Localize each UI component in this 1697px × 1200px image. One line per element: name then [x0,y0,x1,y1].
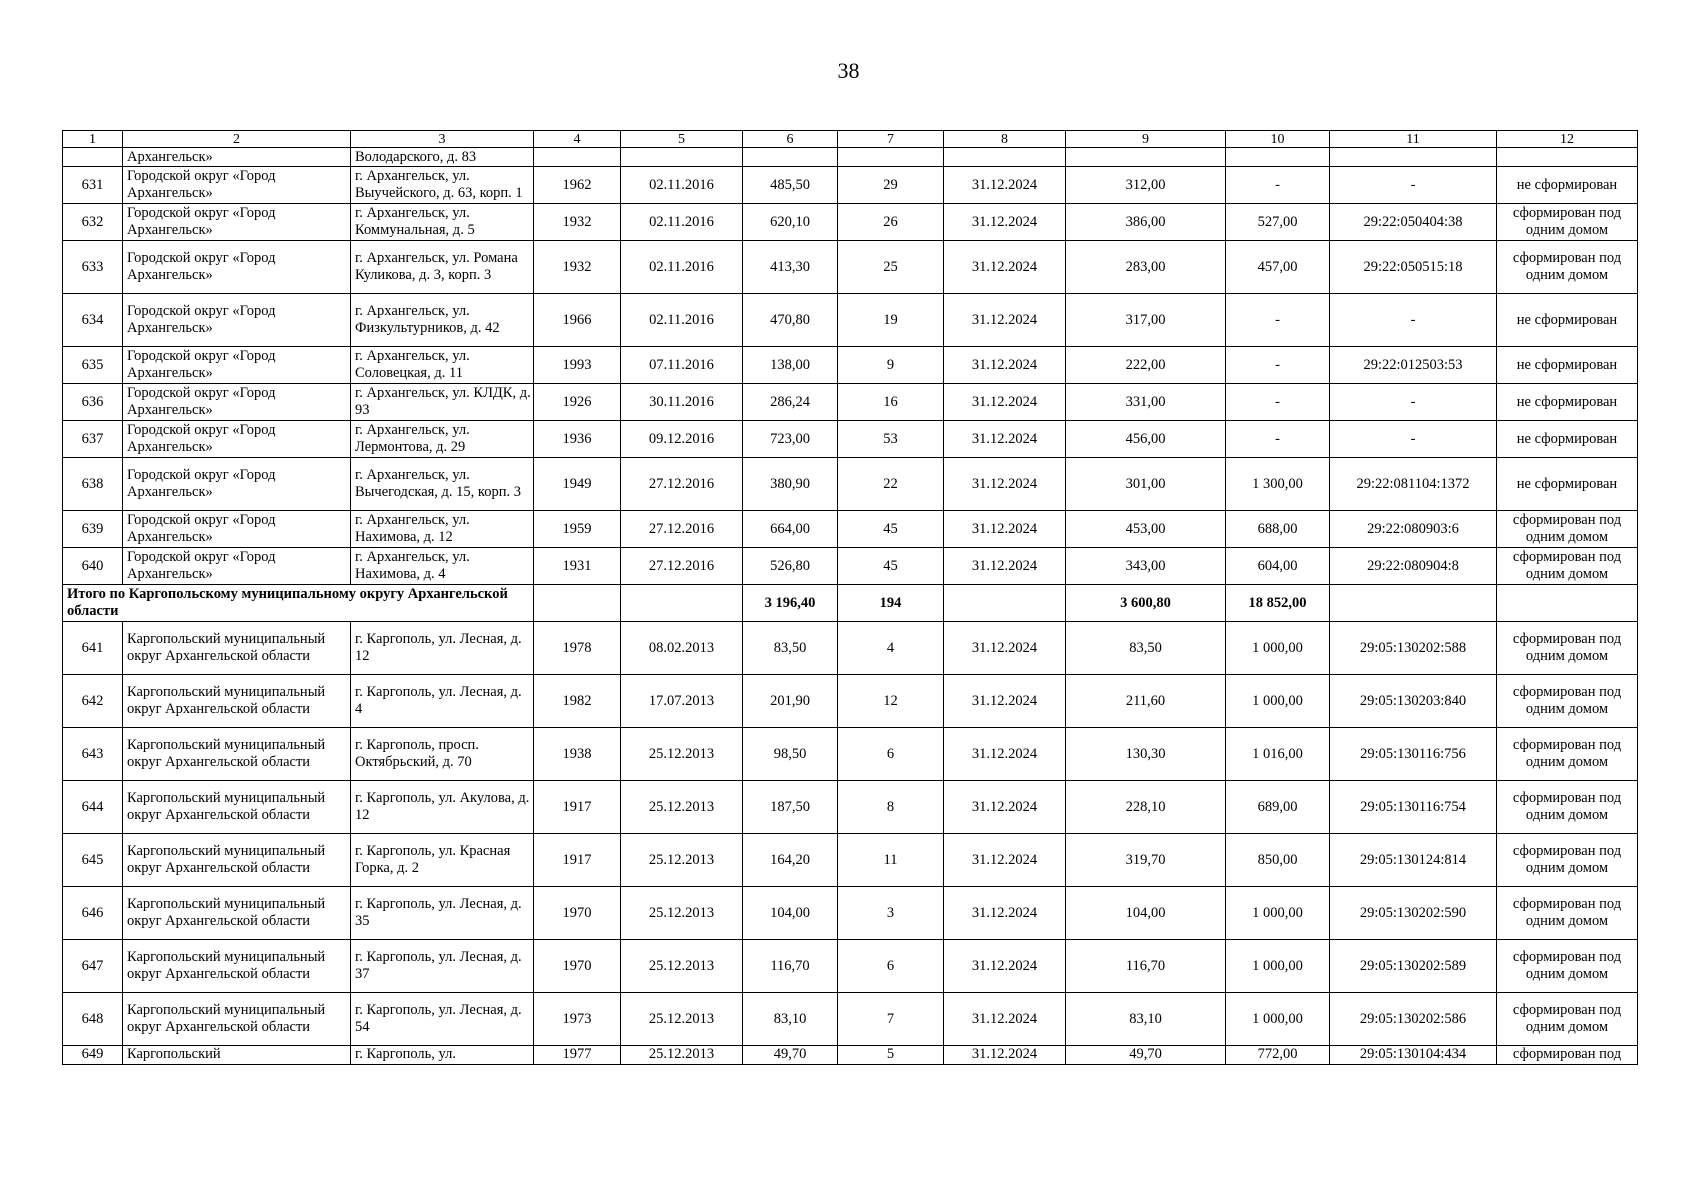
table-row [63,1046,1638,1065]
cell-number: 634 [63,294,123,347]
cell-residents: 8 [838,781,944,834]
cell-number: 643 [63,728,123,781]
cell-land-area: 1 000,00 [1226,887,1330,940]
cell-cadastral-number: 29:05:130202:588 [1330,622,1497,675]
cell-land-status: сформирован под одним домом [1497,940,1638,993]
cell-municipality: Архангельск» [123,148,351,167]
cell-area: 286,24 [743,384,838,421]
cell-year: 1966 [534,294,621,347]
cell-land-status: сформирован под [1497,1046,1638,1065]
cell-deadline: 31.12.2024 [944,421,1066,458]
cell-date: 02.11.2016 [621,241,743,294]
cell-living-area: 317,00 [1066,294,1226,347]
column-number: 7 [838,131,944,148]
cell-number: 632 [63,204,123,241]
table-row [63,167,1638,204]
cell-area: 164,20 [743,834,838,887]
column-number: 2 [123,131,351,148]
table-row [63,940,1638,993]
table-row [63,993,1638,1046]
cell-land-area: 1 000,00 [1226,993,1330,1046]
cell-area: 485,50 [743,167,838,204]
cell-deadline: 31.12.2024 [944,548,1066,585]
cell-date: 27.12.2016 [621,548,743,585]
cell-municipality: Каргопольский муниципальный округ Архангельской области [123,887,351,940]
cell-deadline: 31.12.2024 [944,294,1066,347]
cell-date: 25.12.2013 [621,940,743,993]
table-row [63,384,1638,421]
cell-address: Володарского, д. 83 [351,148,534,167]
cell-land-status: сформирован под одним домом [1497,675,1638,728]
cell-land-area: - [1226,421,1330,458]
cell-date: 02.11.2016 [621,294,743,347]
cell-land-area: 772,00 [1226,1046,1330,1065]
cell-number: 639 [63,511,123,548]
column-number: 3 [351,131,534,148]
cell-address: г. Архангельск, ул. Физкультурников, д. 42 [351,294,534,347]
cell-number: 636 [63,384,123,421]
cell-area: 380,90 [743,458,838,511]
cell-land-area: 688,00 [1226,511,1330,548]
cell-residents: 4 [838,622,944,675]
cell-address: г. Каргополь, ул. Акулова, д. 12 [351,781,534,834]
cell-municipality: Каргопольский муниципальный округ Архангельской области [123,834,351,887]
cell-date: 02.11.2016 [621,204,743,241]
cell-living-area: 83,50 [1066,622,1226,675]
cell-number: 645 [63,834,123,887]
column-number: 12 [1497,131,1638,148]
cell-date: 27.12.2016 [621,511,743,548]
cell-date: 27.12.2016 [621,458,743,511]
cell-land-area: 1 016,00 [1226,728,1330,781]
cell-municipality: Каргопольский муниципальный округ Архангельской области [123,675,351,728]
cell-address: г. Каргополь, ул. [351,1046,534,1065]
cell-number: 644 [63,781,123,834]
cell-residents: 9 [838,347,944,384]
cell-address: г. Архангельск, ул. Коммунальная, д. 5 [351,204,534,241]
cell-area: 664,00 [743,511,838,548]
cell-year: 1973 [534,993,621,1046]
cell-land-status: сформирован под одним домом [1497,548,1638,585]
cell-address: г. Архангельск, ул. КЛДК, д. 93 [351,384,534,421]
cell-residents: 11 [838,834,944,887]
cell-cadastral-number: 29:22:080904:8 [1330,548,1497,585]
cell-municipality: Каргопольский муниципальный округ Архангельской области [123,993,351,1046]
cell-municipality: Каргопольский [123,1046,351,1065]
column-number: 4 [534,131,621,148]
cell-land-status: сформирован под одним домом [1497,887,1638,940]
cell-year: 1962 [534,167,621,204]
cell-cadastral-number: 29:22:080903:6 [1330,511,1497,548]
cell-address: г. Каргополь, ул. Лесная, д. 35 [351,887,534,940]
cell-municipality: Каргопольский муниципальный округ Архангельской области [123,940,351,993]
cell-municipality: Городской округ «Город Архангельск» [123,548,351,585]
cell-cadastral-number: 29:05:130116:756 [1330,728,1497,781]
cell-municipality: Городской округ «Город Архангельск» [123,458,351,511]
cell-year: 1932 [534,204,621,241]
cell-number: 642 [63,675,123,728]
cell-land-status: сформирован под одним домом [1497,622,1638,675]
cell-year: 1959 [534,511,621,548]
cell-living-area: 104,00 [1066,887,1226,940]
cell-area: 83,50 [743,622,838,675]
housing-registry-table [62,130,1638,1065]
cell-municipality: Городской округ «Город Архангельск» [123,167,351,204]
cell-date: 17.07.2013 [621,675,743,728]
cell-land-area: 1 000,00 [1226,622,1330,675]
table-body [63,131,1638,1065]
cell-address: г. Каргополь, просп. Октябрьский, д. 70 [351,728,534,781]
table-row [63,887,1638,940]
cell-empty [1330,585,1497,622]
cell-deadline: 31.12.2024 [944,622,1066,675]
cell-address: г. Каргополь, ул. Красная Горка, д. 2 [351,834,534,887]
cell-cadastral-number: 29:05:130116:754 [1330,781,1497,834]
cell-land-area: - [1226,294,1330,347]
cell-deadline: 31.12.2024 [944,167,1066,204]
cell-cadastral-number: - [1330,384,1497,421]
cell-year: 1970 [534,940,621,993]
cell-residents: 16 [838,384,944,421]
cell-number: 638 [63,458,123,511]
cell-date: 25.12.2013 [621,728,743,781]
cell-cadastral-number: - [1330,421,1497,458]
cell-land-status: сформирован под одним домом [1497,834,1638,887]
cell-municipality: Городской округ «Город Архангельск» [123,204,351,241]
cell-year: 1917 [534,834,621,887]
table-row [63,241,1638,294]
column-number: 5 [621,131,743,148]
cell-cadastral-number: 29:05:130104:434 [1330,1046,1497,1065]
subtotal-row [63,585,1638,622]
cell-residents: 6 [838,728,944,781]
cell-deadline: 31.12.2024 [944,1046,1066,1065]
carry-over-row [63,148,1638,167]
cell-area: 470,80 [743,294,838,347]
cell-land-status: сформирован под одним домом [1497,781,1638,834]
cell-area: 83,10 [743,993,838,1046]
cell-empty [944,585,1066,622]
cell-residents: 6 [838,940,944,993]
cell-date: 25.12.2013 [621,993,743,1046]
cell-address: г. Архангельск, ул. Лермонтова, д. 29 [351,421,534,458]
cell-date: 07.11.2016 [621,347,743,384]
cell-land-status: не сформирован [1497,294,1638,347]
cell-cadastral-number: 29:22:012503:53 [1330,347,1497,384]
cell-area: 98,50 [743,728,838,781]
cell-area: 526,80 [743,548,838,585]
cell-date: 25.12.2013 [621,1046,743,1065]
cell-land-area: 1 300,00 [1226,458,1330,511]
cell-residents: 5 [838,1046,944,1065]
cell-living-area: 319,70 [1066,834,1226,887]
column-numbers-row [63,131,1638,148]
cell-land-status: не сформирован [1497,421,1638,458]
table-row [63,204,1638,241]
cell-residents: 29 [838,167,944,204]
cell-area: 116,70 [743,940,838,993]
cell-deadline: 31.12.2024 [944,241,1066,294]
cell-deadline: 31.12.2024 [944,675,1066,728]
cell-number: 641 [63,622,123,675]
column-number: 1 [63,131,123,148]
cell-deadline: 31.12.2024 [944,781,1066,834]
cell-number: 637 [63,421,123,458]
cell-deadline: 31.12.2024 [944,940,1066,993]
cell-year: 1970 [534,887,621,940]
cell-area: 413,30 [743,241,838,294]
cell-cadastral-number: 29:05:130202:589 [1330,940,1497,993]
cell-living-area: 49,70 [1066,1046,1226,1065]
cell-land-area: 689,00 [1226,781,1330,834]
table-row [63,294,1638,347]
cell-land-area: 527,00 [1226,204,1330,241]
page-number: 38 [837,58,860,83]
cell-empty [743,148,838,167]
cell-municipality: Городской округ «Город Архангельск» [123,384,351,421]
cell-deadline: 31.12.2024 [944,458,1066,511]
cell-land-area: 604,00 [1226,548,1330,585]
cell-land-status: сформирован под одним домом [1497,511,1638,548]
cell-date: 30.11.2016 [621,384,743,421]
cell-empty [1497,585,1638,622]
cell-land-status: сформирован под одним домом [1497,728,1638,781]
cell-deadline: 31.12.2024 [944,834,1066,887]
cell-residents: 12 [838,675,944,728]
table-row [63,347,1638,384]
cell-date: 25.12.2013 [621,834,743,887]
cell-address: г. Архангельск, ул. Выучейского, д. 63, корп. 1 [351,167,534,204]
cell-date: 08.02.2013 [621,622,743,675]
table-row [63,548,1638,585]
subtotal-area: 3 196,40 [743,585,838,622]
cell-empty [1066,148,1226,167]
column-number: 9 [1066,131,1226,148]
cell-empty [621,585,743,622]
cell-land-area: - [1226,384,1330,421]
cell-living-area: 222,00 [1066,347,1226,384]
cell-cadastral-number: 29:05:130202:586 [1330,993,1497,1046]
column-number: 6 [743,131,838,148]
cell-municipality: Каргопольский муниципальный округ Архангельской области [123,781,351,834]
cell-address: г. Архангельск, ул. Нахимова, д. 4 [351,548,534,585]
cell-address: г. Каргополь, ул. Лесная, д. 54 [351,993,534,1046]
cell-empty [1330,148,1497,167]
cell-living-area: 283,00 [1066,241,1226,294]
cell-land-status: не сформирован [1497,458,1638,511]
cell-municipality: Городской округ «Город Архангельск» [123,347,351,384]
cell-residents: 45 [838,548,944,585]
cell-residents: 3 [838,887,944,940]
cell-empty [534,148,621,167]
cell-cadastral-number: 29:05:130124:814 [1330,834,1497,887]
cell-cadastral-number: 29:22:081104:1372 [1330,458,1497,511]
cell-cadastral-number: 29:22:050404:38 [1330,204,1497,241]
cell-area: 620,10 [743,204,838,241]
cell-empty [534,585,621,622]
table-row [63,458,1638,511]
cell-year: 1993 [534,347,621,384]
cell-residents: 53 [838,421,944,458]
cell-living-area: 343,00 [1066,548,1226,585]
cell-living-area: 456,00 [1066,421,1226,458]
cell-number: 633 [63,241,123,294]
cell-date: 25.12.2013 [621,887,743,940]
column-number: 10 [1226,131,1330,148]
cell-cadastral-number: 29:05:130202:590 [1330,887,1497,940]
column-number: 8 [944,131,1066,148]
cell-land-status: сформирован под одним домом [1497,241,1638,294]
cell-living-area: 116,70 [1066,940,1226,993]
cell-number: 646 [63,887,123,940]
cell-area: 49,70 [743,1046,838,1065]
cell-land-status: не сформирован [1497,347,1638,384]
cell-deadline: 31.12.2024 [944,993,1066,1046]
cell-deadline: 31.12.2024 [944,511,1066,548]
cell-residents: 22 [838,458,944,511]
cell-year: 1926 [534,384,621,421]
cell-number: 635 [63,347,123,384]
cell-cadastral-number: - [1330,167,1497,204]
cell-date: 25.12.2013 [621,781,743,834]
cell-land-status: не сформирован [1497,167,1638,204]
cell-living-area: 211,60 [1066,675,1226,728]
cell-deadline: 31.12.2024 [944,728,1066,781]
cell-living-area: 312,00 [1066,167,1226,204]
cell-year: 1936 [534,421,621,458]
table-row [63,728,1638,781]
cell-number: 640 [63,548,123,585]
cell-number: 649 [63,1046,123,1065]
table-row [63,622,1638,675]
cell-date: 02.11.2016 [621,167,743,204]
cell-year: 1938 [534,728,621,781]
cell-area: 138,00 [743,347,838,384]
cell-living-area: 83,10 [1066,993,1226,1046]
cell-number: 631 [63,167,123,204]
cell-empty [621,148,743,167]
cell-year: 1917 [534,781,621,834]
cell-empty [1497,148,1638,167]
cell-living-area: 301,00 [1066,458,1226,511]
cell-deadline: 31.12.2024 [944,384,1066,421]
cell-municipality: Городской округ «Город Архангельск» [123,241,351,294]
cell-land-status: не сформирован [1497,384,1638,421]
cell-residents: 19 [838,294,944,347]
cell-municipality: Городской округ «Город Архангельск» [123,511,351,548]
cell-address: г. Архангельск, ул. Соловецкая, д. 11 [351,347,534,384]
table-row [63,781,1638,834]
subtotal-residents: 194 [838,585,944,622]
cell-cadastral-number: - [1330,294,1497,347]
cell-empty [1226,148,1330,167]
cell-residents: 7 [838,993,944,1046]
cell-municipality: Каргопольский муниципальный округ Архангельской области [123,622,351,675]
cell-empty [63,148,123,167]
cell-year: 1982 [534,675,621,728]
cell-living-area: 386,00 [1066,204,1226,241]
cell-municipality: Городской округ «Город Архангельск» [123,421,351,458]
cell-land-area: 457,00 [1226,241,1330,294]
cell-empty [944,148,1066,167]
table-row [63,511,1638,548]
cell-number: 648 [63,993,123,1046]
table-row [63,834,1638,887]
cell-living-area: 130,30 [1066,728,1226,781]
cell-number: 647 [63,940,123,993]
cell-land-area: - [1226,347,1330,384]
subtotal-land-area: 18 852,00 [1226,585,1330,622]
cell-address: г. Каргополь, ул. Лесная, д. 4 [351,675,534,728]
column-number: 11 [1330,131,1497,148]
cell-year: 1931 [534,548,621,585]
cell-cadastral-number: 29:05:130203:840 [1330,675,1497,728]
cell-municipality: Каргопольский муниципальный округ Архангельской области [123,728,351,781]
cell-address: г. Каргополь, ул. Лесная, д. 37 [351,940,534,993]
cell-deadline: 31.12.2024 [944,347,1066,384]
subtotal-living-area: 3 600,80 [1066,585,1226,622]
cell-address: г. Каргополь, ул. Лесная, д. 12 [351,622,534,675]
cell-land-status: сформирован под одним домом [1497,204,1638,241]
cell-year: 1949 [534,458,621,511]
cell-cadastral-number: 29:22:050515:18 [1330,241,1497,294]
cell-address: г. Архангельск, ул. Нахимова, д. 12 [351,511,534,548]
subtotal-label: Итого по Каргопольскому муниципальному округу Архангельской области [63,585,534,622]
cell-land-area: 850,00 [1226,834,1330,887]
cell-area: 187,50 [743,781,838,834]
cell-municipality: Городской округ «Город Архангельск» [123,294,351,347]
cell-deadline: 31.12.2024 [944,204,1066,241]
cell-year: 1977 [534,1046,621,1065]
cell-empty [838,148,944,167]
cell-address: г. Архангельск, ул. Вычегодская, д. 15, корп. 3 [351,458,534,511]
cell-area: 723,00 [743,421,838,458]
table-row [63,421,1638,458]
cell-deadline: 31.12.2024 [944,887,1066,940]
cell-year: 1932 [534,241,621,294]
cell-land-area: 1 000,00 [1226,675,1330,728]
cell-living-area: 228,10 [1066,781,1226,834]
cell-residents: 45 [838,511,944,548]
cell-area: 201,90 [743,675,838,728]
cell-land-status: сформирован под одним домом [1497,993,1638,1046]
cell-date: 09.12.2016 [621,421,743,458]
cell-residents: 25 [838,241,944,294]
cell-area: 104,00 [743,887,838,940]
cell-living-area: 331,00 [1066,384,1226,421]
cell-land-area: 1 000,00 [1226,940,1330,993]
cell-residents: 26 [838,204,944,241]
cell-year: 1978 [534,622,621,675]
cell-address: г. Архангельск, ул. Романа Куликова, д. 3, корп. 3 [351,241,534,294]
cell-living-area: 453,00 [1066,511,1226,548]
table-row [63,675,1638,728]
cell-land-area: - [1226,167,1330,204]
